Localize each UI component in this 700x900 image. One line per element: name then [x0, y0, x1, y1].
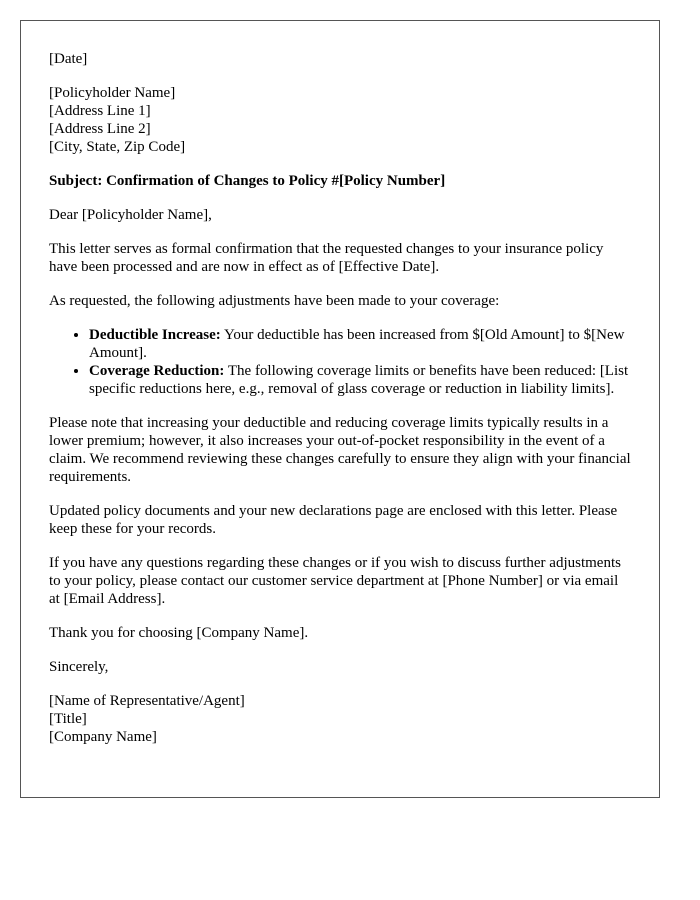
- letter-closing: Sincerely,: [49, 659, 109, 675]
- adjustment-title: Coverage Reduction:: [89, 363, 225, 379]
- letter-note: Please note that increasing your deductible and reducing coverage limits typically results in a lower premium; however, it also increases your out-of-pocket responsibility in the event of a claim. We recommend reviewing these changes carefully to ensure they align with your financial requirements.: [49, 415, 631, 485]
- letter-contact: If you have any questions regarding these changes or if you wish to discuss further adjustments to your policy, please contact our customer service department at [Phone Number] or via email at [Email Address].: [49, 555, 621, 607]
- letter-thanks: Thank you for choosing [Company Name].: [49, 625, 309, 641]
- signature-name: [Name of Representative/Agent]: [49, 693, 245, 709]
- letter-subject: Subject: Confirmation of Changes to Policy #[Policy Number]: [49, 173, 446, 189]
- adjustments-intro: As requested, the following adjustments have been made to your coverage:: [49, 293, 500, 309]
- adjustment-text: Your deductible has been increased from $[Old Amount] to $[New Amount].: [89, 327, 625, 361]
- signature-company: [Company Name]: [49, 729, 157, 745]
- recipient-city-state-zip: [City, State, Zip Code]: [49, 139, 186, 155]
- adjustment-item-coverage: [89, 362, 631, 398]
- signature-block: [49, 692, 631, 746]
- adjustments-list: [49, 326, 631, 398]
- signature-title: [Title]: [49, 711, 87, 727]
- recipient-address-line-1: [Address Line 1]: [49, 103, 151, 119]
- letter-salutation: Dear [Policyholder Name],: [49, 207, 212, 223]
- adjustment-item-deductible: [89, 326, 631, 362]
- recipient-address: [49, 84, 631, 156]
- letter-intro: This letter serves as formal confirmation that the requested changes to your insurance policy have been processed and are now in effect as of [Effective Date].: [49, 241, 604, 275]
- letter-enclosures: Updated policy documents and your new declarations page are enclosed with this letter. Please keep these for your records.: [49, 503, 618, 537]
- adjustment-text: The following coverage limits or benefits have been reduced: [List specific reductions here, e.g., removal of glass coverage or reduction in liability limits].: [89, 363, 629, 397]
- recipient-address-line-2: [Address Line 2]: [49, 121, 151, 137]
- adjustment-title: Deductible Increase:: [89, 327, 221, 343]
- recipient-name: [Policyholder Name]: [49, 85, 176, 101]
- letter-page: [20, 20, 660, 798]
- letter-date: [Date]: [49, 51, 88, 67]
